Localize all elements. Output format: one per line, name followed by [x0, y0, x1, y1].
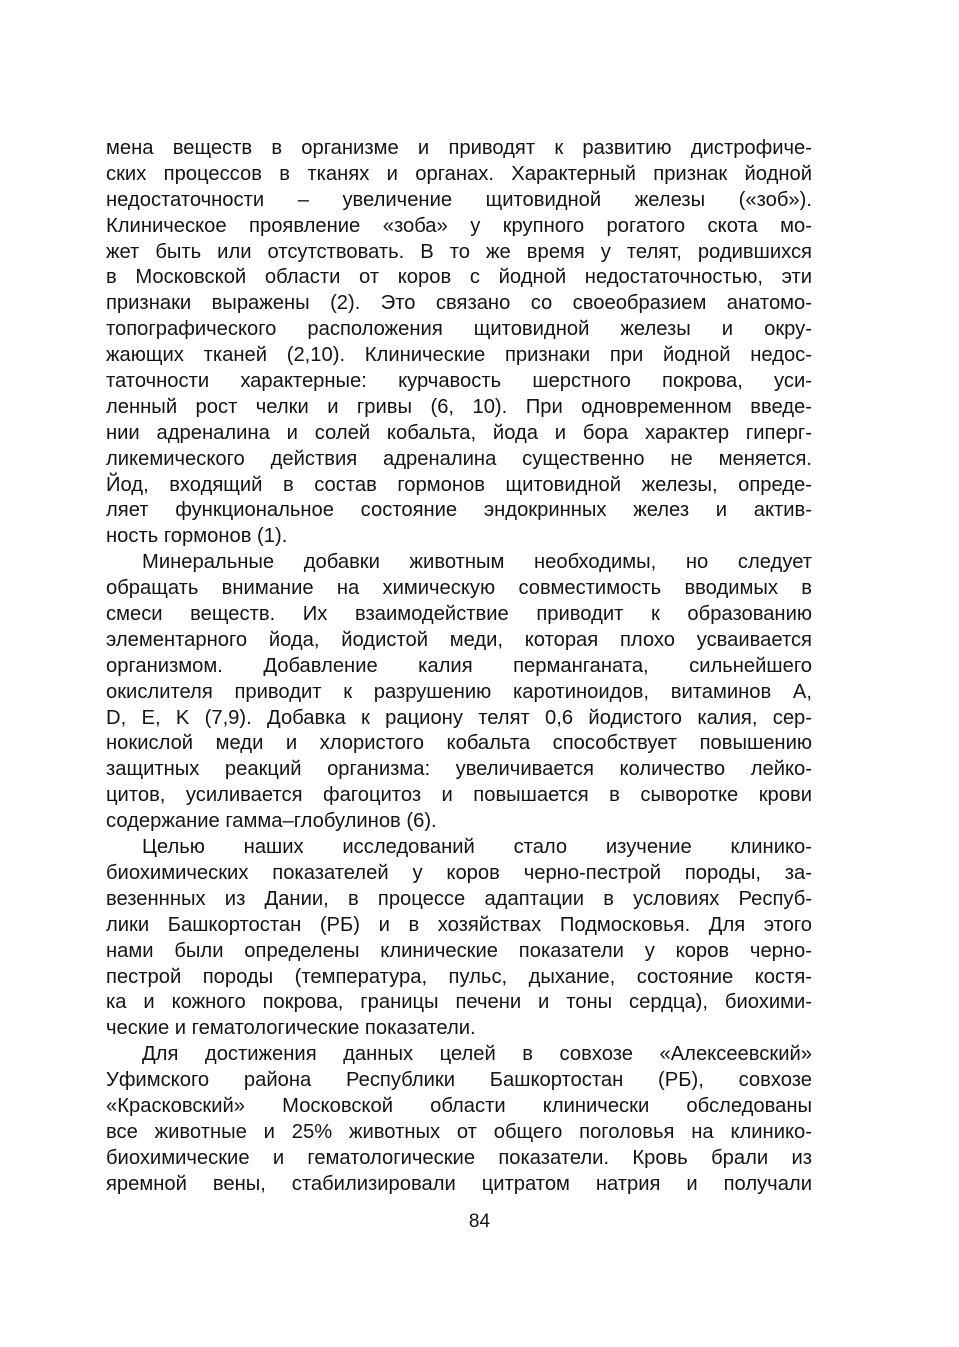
text-line: D, E, K (7,9). Добавка к рациону телят 0,6 йодистого калия, сер-: [106, 706, 812, 729]
text-line: элементарного йода, йодистой меди, которая плохо усваивается: [106, 628, 812, 651]
text-line: ликемического действия адреналина существенно не меняется.: [106, 447, 812, 470]
text-line: Минеральные добавки животным необходимы, но следует: [142, 551, 812, 574]
paragraph-3: [106, 835, 812, 1042]
text-line: нии адреналина и солей кобальта, йода и бора характер гиперг-: [106, 421, 812, 444]
text-line: организмом. Добавление калия перманганата, сильнейшего: [106, 654, 812, 677]
text-line: жающих тканей (2,10). Клинические признаки при йодной недос-: [106, 344, 812, 367]
text-line: ка и кожного покрова, границы печени и тоны сердца), биохими-: [106, 991, 812, 1014]
text-line: Уфимского района Республики Башкортостан (РБ), совхозе: [106, 1069, 812, 1092]
text-line: Йод, входящий в состав гормонов щитовидной железы, опреде-: [106, 473, 812, 496]
text-line: жет быть или отсутствовать. В то же время у телят, родившихся: [106, 240, 812, 263]
text-line: содержание гамма–глобулинов (6).: [106, 810, 437, 833]
text-line: смеси веществ. Их взаимодействие приводит к образованию: [106, 603, 812, 626]
text-line: Клиническое проявление «зоба» у крупного рогатого скота мо-: [106, 214, 812, 237]
text-line: Для достижения данных целей в совхозе «Алексеевский»: [142, 1043, 812, 1066]
page-number: 84: [468, 1211, 491, 1232]
text-line: везеннных из Дании, в процессе адаптации в условиях Респуб-: [106, 887, 812, 910]
text-line: нами были определены клинические показатели у коров черно-: [106, 939, 812, 962]
text-line: «Красковский» Московской области клинически обследованы: [106, 1094, 812, 1117]
paragraph-1: [106, 136, 812, 550]
text-line: цитов, усиливается фагоцитоз и повышается в сыворотке крови: [106, 784, 812, 807]
text-line: топографического расположения щитовидной железы и окру-: [106, 318, 812, 341]
text-line: мена веществ в организме и приводят к развитию дистрофиче-: [106, 137, 812, 159]
page-text: [106, 136, 812, 1198]
text-line: недостаточности – увеличение щитовидной железы («зоб»).: [106, 188, 812, 211]
text-line: таточности характерные: курчавость шерстного покрова, уси-: [106, 370, 812, 393]
text-line: ность гормонов (1).: [106, 525, 288, 548]
text-line: ческие и гематологические показатели.: [106, 1017, 476, 1040]
text-line: яремной вены, стабилизировали цитратом натрия и получали: [106, 1172, 812, 1195]
text-line: лики Башкортостан (РБ) и в хозяйствах Подмосковья. Для этого: [106, 913, 812, 936]
text-line: в Московской области от коров с йодной недостаточностью, эти: [106, 266, 812, 289]
text-line: Целью наших исследований стало изучение клинико-: [142, 836, 812, 859]
text-line: ленный рост челки и гривы (6, 10). При одновременном введе-: [106, 395, 812, 418]
text-line: признаки выражены (2). Это связано со своеобразием анатомо-: [106, 292, 812, 315]
text-line: нокислой меди и хлористого кобальта способствует повышению: [106, 732, 812, 755]
text-line: биохимических показателей у коров черно-пестрой породы, за-: [106, 861, 812, 884]
text-line: биохимические и гематологические показатели. Кровь брали из: [106, 1146, 812, 1169]
text-line: ских процессов в тканях и органах. Характерный признак йодной: [106, 162, 812, 185]
text-line: пестрой породы (температура, пульс, дыхание, состояние костя-: [106, 965, 812, 988]
text-line: защитных реакций организма: увеличивается количество лейко-: [106, 758, 812, 781]
paragraph-2: [106, 550, 812, 835]
text-line: обращать внимание на химическую совместимость вводимых в: [106, 577, 812, 600]
text-line: все животные и 25% животных от общего поголовья на клинико-: [106, 1120, 812, 1143]
text-line: ляет функциональное состояние эндокринных желез и актив-: [106, 499, 812, 522]
paragraph-4: [106, 1042, 812, 1197]
text-line: окислителя приводит к разрушению каротиноидов, витаминов А,: [106, 680, 812, 703]
